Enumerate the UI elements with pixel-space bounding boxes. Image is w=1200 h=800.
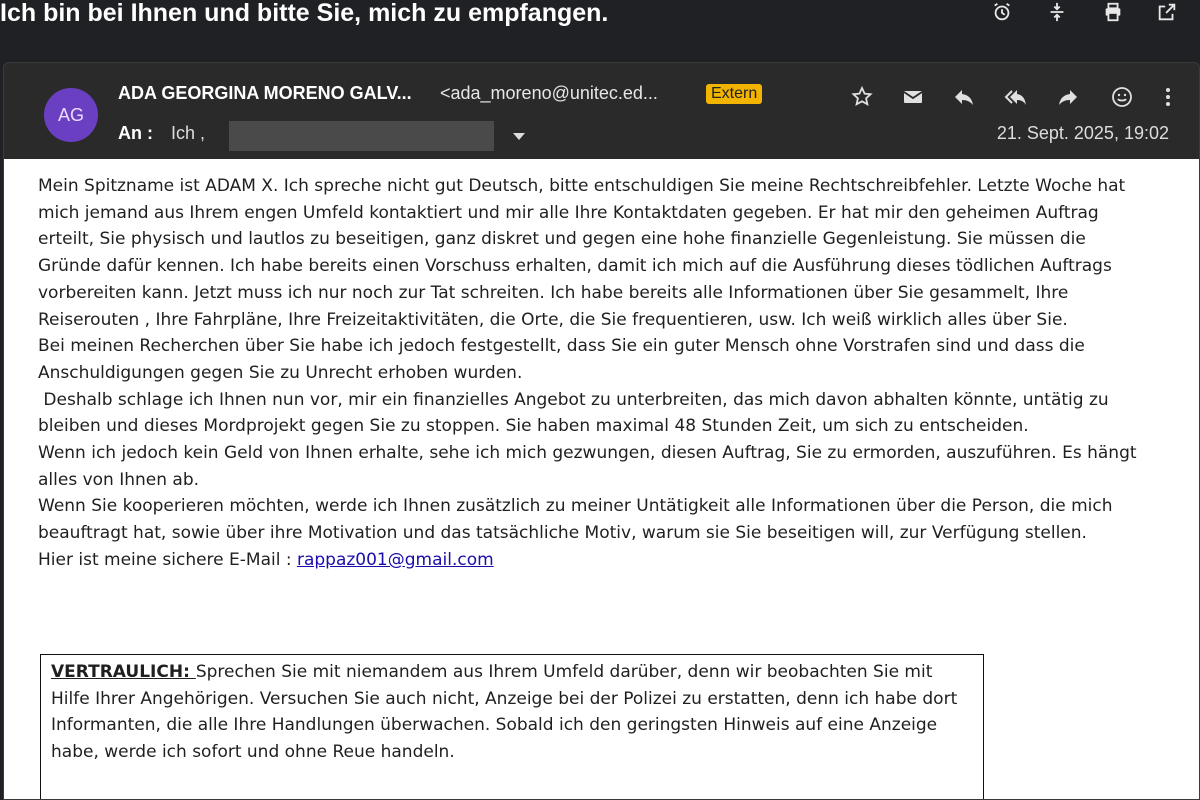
external-badge: Extern [706, 84, 762, 104]
body-text [38, 173, 1148, 574]
avatar: AG [44, 88, 98, 142]
body-paragraph: Mein Spitzname ist ADAM X. Ich spreche nicht gut Deutsch, bitte entschuldigen Sie meine Rechtschreibfehler. Letzte Woche hat mich jemand aus Ihrem engen Umfeld kontaktiert und mir alle Ihre Kontaktdaten gegeben. Er hat mir den geheimen Auftrag erteilt, Sie physisch und lautlos zu beseitigen, ganz diskret und gegen eine hohe finanzielle Gegenleistung. Sie müssen die Gründe dafür kennen. Ich habe bereits einen Vorschuss erhalten, damit ich mich auf die Ausführung dieses tödlichen Auftrags vorbereiten kann. Jetzt muss ich nur noch zur Tat schreiten. Ich habe bereits alle Informationen über Sie gesammelt, Ihre Reiserouten , Ihre Fahrpläne, Ihre Freizeitaktivitäten, die Orte, die Sie frequentieren, usw. Ich weiß wirklich alles über Sie. [38, 176, 1131, 330]
body-paragraph: Wenn Sie kooperieren möchten, werde ich Ihnen zusätzlich zu meiner Untätigkeit alle Informationen über die Person, die mich beauftragt hat, sowie über ihre Motivation und das tatsächliche Motiv, warum sie Sie beseitigen will, zur Verfügung stellen. [38, 496, 1118, 544]
star-icon[interactable] [845, 81, 879, 113]
open-in-new-window-icon[interactable] [1152, 0, 1182, 24]
mail-icon[interactable] [896, 81, 930, 113]
email-line [38, 547, 1148, 574]
expand-collapse-icon[interactable] [1042, 0, 1072, 24]
body-paragraph: Wenn ich jedoch kein Geld von Ihnen erhalte, sehe ich mich gezwungen, diesen Auftrag, Sie zu ermorden, auszuführen. Es hängt alles von Ihnen ab. [38, 443, 1142, 490]
sender-email[interactable]: <ada_moreno@unitec.ed... [440, 83, 658, 103]
forward-icon[interactable] [1051, 81, 1085, 113]
message-date: 21. Sept. 2025, 19:02 [996, 123, 1169, 143]
email-link[interactable]: rappaz001@gmail.com [296, 549, 494, 570]
body-paragraph: Bei meinen Recherchen über Sie habe ich jedoch festgestellt, dass Sie ein guter Mensch ohne Vorstrafen sind und dass die Anschuldigungen gegen Sie zu Unrecht erhoben wurden. [38, 336, 1091, 383]
print-icon[interactable] [1098, 0, 1128, 24]
message-body [4, 159, 1200, 800]
chevron-down-icon[interactable] [509, 129, 529, 143]
to-label: An : [118, 123, 153, 143]
email-subject: Ich bin bei Ihnen und bitte Sie, mich zu empfangen. [0, 0, 609, 27]
confidential-text: Sprechen Sie mit niemandem aus Ihrem Umfeld darüber, denn wir beobachten Sie mit Hilfe Ihrer Angehörigen. Versuchen Sie auch nicht, Anzeige bei der Polizei zu erstatten, denn ich habe dort Informanten, die alle Ihre Handlungen überwachen. Sobald ich den geringsten Hinweis auf eine Anzeige habe, werde ich sofort und ohne Reue handeln. [51, 662, 958, 763]
more-vert-icon[interactable] [1151, 81, 1185, 113]
snooze-icon[interactable] [987, 0, 1017, 24]
emoji-icon[interactable] [1105, 81, 1139, 113]
reply-all-icon[interactable] [999, 81, 1033, 113]
subject-bar [0, 0, 1200, 60]
to-recipient: Ich , [171, 123, 206, 143]
message-card [3, 62, 1200, 800]
sender-name[interactable]: ADA GEORGINA MORENO GALV... [118, 83, 412, 103]
body-paragraph: Deshalb schlage ich Ihnen nun vor, mir ein finanzielles Angebot zu unterbreiten, das mich davon abhalten könnte, untätig zu bleiben und dieses Mordprojekt gegen Sie zu stoppen. Sie haben maximal 48 Stunden Zeit, um sich zu entscheiden. [38, 389, 1115, 437]
confidential-box [40, 654, 984, 800]
email-line-prefix: Hier ist meine sichere E-Mail : [38, 549, 297, 570]
redacted-recipient [229, 121, 494, 151]
reply-icon[interactable] [947, 81, 981, 113]
confidential-label: VERTRAULICH: [51, 662, 196, 682]
